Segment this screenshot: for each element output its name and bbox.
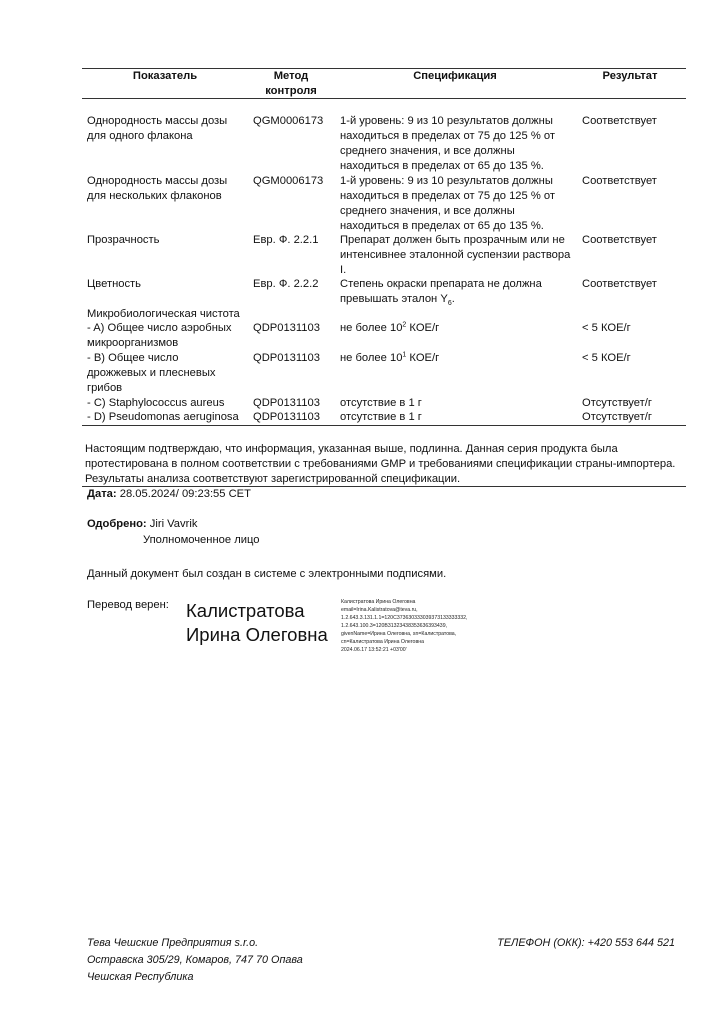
micro-d-label: - D) Pseudomonas aeruginosa — [87, 411, 239, 423]
signer-name-line1: Калистратова — [186, 600, 305, 621]
footer-country: Чешская Республика — [87, 971, 194, 983]
micro-b-method: QDP0131103 — [253, 352, 320, 364]
esign-note: Данный документ был создан в системе с электронными подписями. — [87, 568, 447, 580]
statement-text: Настоящим подтверждаю, что информация, указанная выше, подлинна. Данная серия продукта была протестирована в полном соответствии с требованиями GMP и требованиями спецификации страны-импортера. Результаты анализа соответствуют зарегистрированной спецификации. — [85, 443, 676, 485]
footer-phone: ТЕЛЕФОН (ОКК): +420 553 644 521 — [497, 937, 675, 949]
micro-c-method: QDP0131103 — [253, 397, 320, 409]
row1-spec: 1-й уровень: 9 из 10 результатов должны находиться в пределах от 75 до 125 % от среднего значения, и все должны находиться в пределах от 65 до 135 %. — [340, 115, 556, 172]
micro-a-result: < 5 КОЕ/г — [582, 322, 631, 334]
approved-role: Уполномоченное лицо — [143, 534, 260, 546]
row4-spec: Степень окраски препарата не должна превышать эталон $Y_6$. — [340, 278, 542, 308]
row2-indicator: Однородность массы дозы для нескольких флаконов — [87, 175, 228, 202]
micro-a-method: QDP0131103 — [253, 322, 320, 334]
approved-line: Одобрено: Jiri Vavrik — [87, 518, 198, 530]
footer-company: Тева Чешские Предприятия s.r.o. — [87, 937, 259, 949]
micro-d-method: QDP0131103 — [253, 411, 320, 423]
row1-indicator: Однородность массы дозы для одного флакона — [87, 115, 228, 142]
translation-label: Перевод верен: — [87, 599, 169, 611]
header-result: Результат — [602, 70, 658, 82]
row4-indicator: Цветность — [87, 278, 142, 290]
micro-title: Микробиологическая чистота — [87, 308, 240, 320]
signature-meta: Калистратова Ирина Олеговна email=Irina.Kalistratova@teva.ru, 1.2.643.3.131.1.1=120C373630333039373133333332, 1.2.643.100.3=120B31323438353636393439, givenName=Ирина Олеговна, sn=Калистратова, cn=Калистратова Ирина Олеговна 2024.06.17 13:52:21 +03'00' — [341, 599, 468, 653]
date-line: Дата: 28.05.2024/ 09:23:55 CET — [87, 488, 251, 500]
signer-name-line2: Ирина Олеговна — [186, 624, 328, 645]
header-method: Метод контроля — [265, 70, 317, 97]
micro-d-spec: отсутствие в 1 г — [340, 411, 422, 423]
row3-method: Евр. Ф. 2.2.1 — [253, 234, 319, 246]
micro-b-spec: не более $10^1$ КОЕ/г — [340, 351, 440, 364]
header-spec: Спецификация — [413, 70, 497, 82]
micro-a-label: - A) Общее число аэробных микроорганизмов — [87, 322, 232, 349]
micro-b-result: < 5 КОЕ/г — [582, 352, 631, 364]
row3-indicator: Прозрачность — [87, 234, 160, 246]
micro-b-label: - B) Общее число дрожжевых и плесневых грибов — [87, 352, 216, 394]
row1-result: Соответствует — [582, 115, 657, 127]
table-bottom-rule — [82, 425, 686, 426]
row4-method: Евр. Ф. 2.2.2 — [253, 278, 319, 290]
row3-spec: Препарат должен быть прозрачным или не интенсивнее эталонной суспензии раствора I. — [340, 234, 571, 276]
row1-method: QGM0006173 — [253, 115, 324, 127]
header-indicator: Показатель — [132, 70, 198, 82]
row4-result: Соответствует — [582, 278, 657, 290]
micro-a-spec: не более $10^2$ КОЕ/г — [340, 321, 440, 334]
row2-spec: 1-й уровень: 9 из 10 результатов должны находиться в пределах от 75 до 125 % от среднего значения, и все должны находиться в пределах от 65 до 135 %. — [340, 175, 556, 232]
row2-result: Соответствует — [582, 175, 657, 187]
micro-c-spec: отсутствие в 1 г — [340, 397, 422, 409]
header-rule — [82, 98, 686, 99]
footer-address: Остравска 305/29, Комаров, 747 70 Опава — [87, 954, 303, 966]
row3-result: Соответствует — [582, 234, 657, 246]
micro-c-label: - C) Staphylococcus aureus — [87, 397, 225, 409]
row2-method: QGM0006173 — [253, 175, 324, 187]
micro-d-result: Отсутствует/г — [582, 411, 652, 423]
micro-c-result: Отсутствует/г — [582, 397, 652, 409]
